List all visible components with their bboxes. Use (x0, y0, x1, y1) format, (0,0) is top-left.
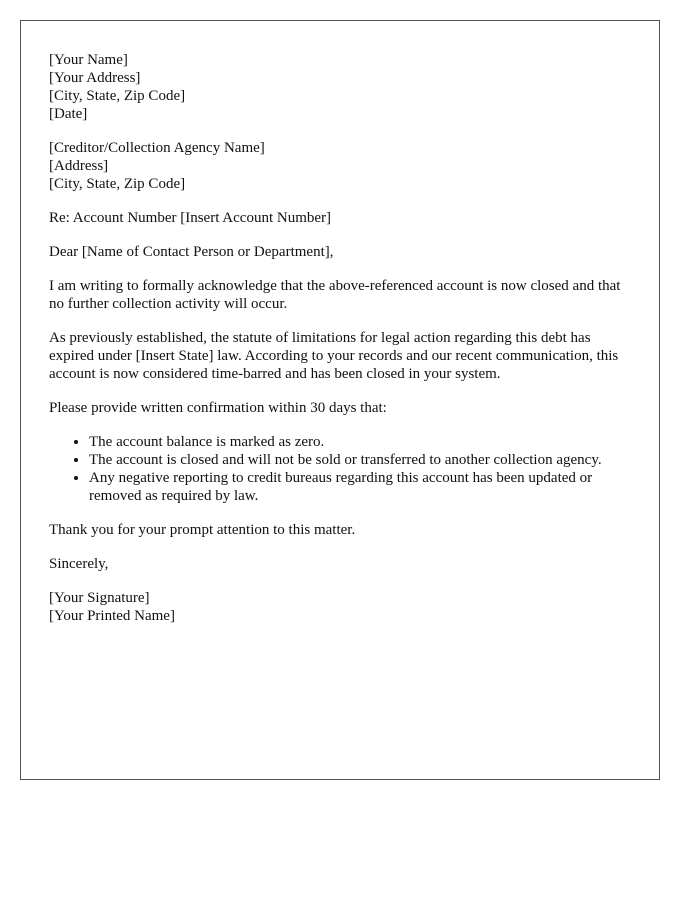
recipient-name: [Creditor/Collection Agency Name] (49, 140, 265, 156)
body-paragraph-1: I am writing to formally acknowledge that the above-referenced account is now closed and that no further collection activity will occur. (49, 278, 621, 312)
thanks-paragraph: Thank you for your prompt attention to this matter. (49, 522, 356, 538)
list-item: • The account is closed and will not be sold or transferred to another collection agency. (89, 451, 631, 469)
sender-name: [Your Name] (49, 52, 128, 68)
letter-page (20, 20, 660, 780)
signature-line: [Your Signature] (49, 590, 150, 606)
re-line: Re: Account Number [Insert Account Number] (49, 210, 332, 226)
signature-block (49, 589, 631, 625)
recipient-address: [Address] (49, 158, 109, 174)
salutation: Dear [Name of Contact Person or Department], (49, 244, 334, 260)
conditions-list (49, 433, 631, 505)
sender-address: [Your Address] (49, 70, 141, 86)
printed-name: [Your Printed Name] (49, 608, 175, 624)
list-item: • Any negative reporting to credit bureaus regarding this account has been updated or removed as required by law. (89, 469, 631, 505)
body-paragraph-2: As previously established, the statute of limitations for legal action regarding this debt has expired under [Insert State] law. According to your records and our recent communication, this account is now considered time-barred and has been closed in your system. (49, 330, 619, 382)
list-item: • The account balance is marked as zero. (89, 433, 631, 451)
request-intro: Please provide written confirmation within 30 days that: (49, 400, 387, 416)
recipient-block (49, 139, 631, 193)
letter-date: [Date] (49, 106, 88, 122)
sender-block (49, 51, 631, 123)
recipient-city-state-zip: [City, State, Zip Code] (49, 176, 186, 192)
sign-off: Sincerely, (49, 556, 109, 572)
sender-city-state-zip: [City, State, Zip Code] (49, 88, 186, 104)
